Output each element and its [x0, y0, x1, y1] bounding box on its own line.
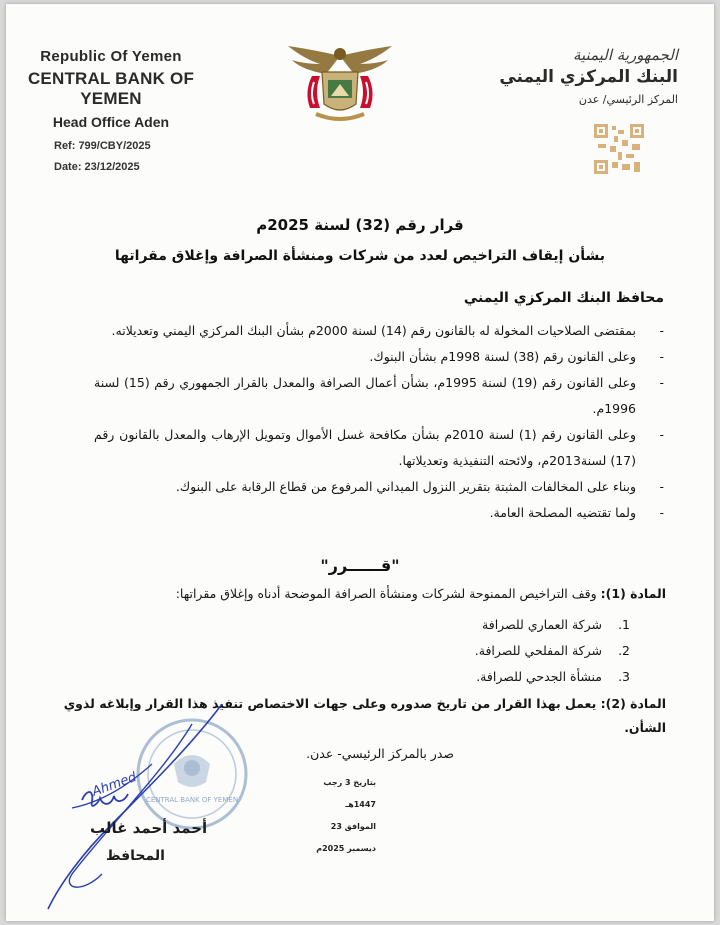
list-item: 1. شركة العماري للصرافة: [482, 617, 630, 632]
header-arabic: [498, 46, 678, 106]
governor-name: أحمد أحمد غالب: [90, 819, 208, 837]
list-item: - وبناء على المخالفات المثبتة بتقرير النزول الميداني المرفوع من قطاع الرقابة على البنوك.: [175, 479, 664, 494]
bank-name-ar: البنك المركزي اليمني: [499, 67, 678, 87]
preamble-list: [94, 318, 664, 526]
reference-number: Ref: 799/CBY/2025: [54, 140, 151, 152]
bank-name-en: CENTRAL BANK OF YEMEN: [27, 69, 195, 108]
document-page: [6, 4, 714, 921]
article-2-text: يعمل بهذا القرار من تاريخ صدوره وعلى جهات الاختصاص تنفيذ هذا القرار وإبلاغه لذوي الشأن.: [63, 696, 666, 735]
header-english: [16, 48, 206, 130]
companies-list: [475, 612, 630, 690]
list-item: 3. منشأة الجدحي للصرافة.: [476, 669, 630, 684]
list-item: - وعلى القانون رقم (19) لسنة 1995م، بشأن أعمال الصرافة والمعدل بالقرار الجمهوري رقم (15) لسنة 1996م.: [94, 375, 664, 416]
date-gregorian: الموافق 23 ديسمبر 2025م: [316, 822, 376, 853]
office-name-en: Head Office Aden: [52, 114, 170, 130]
issue-dates: [306, 772, 376, 860]
list-item: - وعلى القانون رقم (38) لسنة 1998م بشأن البنوك.: [369, 349, 664, 364]
decree-heading: "قــــــرر": [320, 556, 400, 575]
stamp-text: CENTRAL BANK OF YEMEN: [145, 796, 239, 804]
office-name-ar: المركز الرئيسي/ عدن: [578, 93, 678, 106]
governor-heading: محافظ البنك المركزي اليمني: [463, 290, 664, 306]
article-1-label: المادة (1):: [600, 586, 666, 601]
list-item: - وعلى القانون رقم (1) لسنة 2010م بشأن مكافحة غسل الأموال وتمويل الإرهاب والمعدل بالقانون رقم (17) لسنة2013م، ولائحته التنفيذية وتعديلاتها.: [94, 427, 664, 468]
issued-at: صدر بالمركز الرئيسي- عدن.: [306, 746, 454, 761]
country-name-en: Republic Of Yemen: [40, 48, 182, 65]
list-item: - بمقتضى الصلاحيات المخولة له بالقانون رقم (14) لسنة 2000م بشأن البنك المركزي اليمني وتعديلاته.: [111, 323, 664, 338]
article-1: [66, 586, 666, 601]
article-1-text: وقف التراخيص الممنوحة لشركات ومنشأة الصرافة الموضحة أدناه وإغلاق مقراتها:: [175, 586, 597, 601]
signature-text: Ahmed: [90, 769, 139, 800]
signature-icon: [42, 704, 232, 914]
list-item: 2. شركة المفلحي للصرافة.: [474, 643, 630, 658]
country-name-ar: الجمهورية اليمنية: [572, 46, 678, 64]
article-2-label: المادة (2):: [600, 696, 666, 711]
qr-code-icon: [594, 124, 644, 174]
reference-date: Date: 23/12/2025: [54, 161, 140, 173]
reference-block: [54, 136, 151, 178]
date-hijri: بتاريخ 3 رجب 1447هـ: [323, 778, 376, 809]
decision-title: قرار رقم (32) لسنة 2025م: [256, 216, 464, 234]
governor-title: المحافظ: [106, 848, 165, 864]
eagle-emblem-icon: [284, 42, 396, 130]
list-item: - ولما تقتضيه المصلحة العامة.: [489, 505, 664, 520]
decision-subtitle: بشأن إيقاف التراخيص لعدد من شركات ومنشأة الصرافة وإغلاق مقراتها: [114, 248, 606, 264]
